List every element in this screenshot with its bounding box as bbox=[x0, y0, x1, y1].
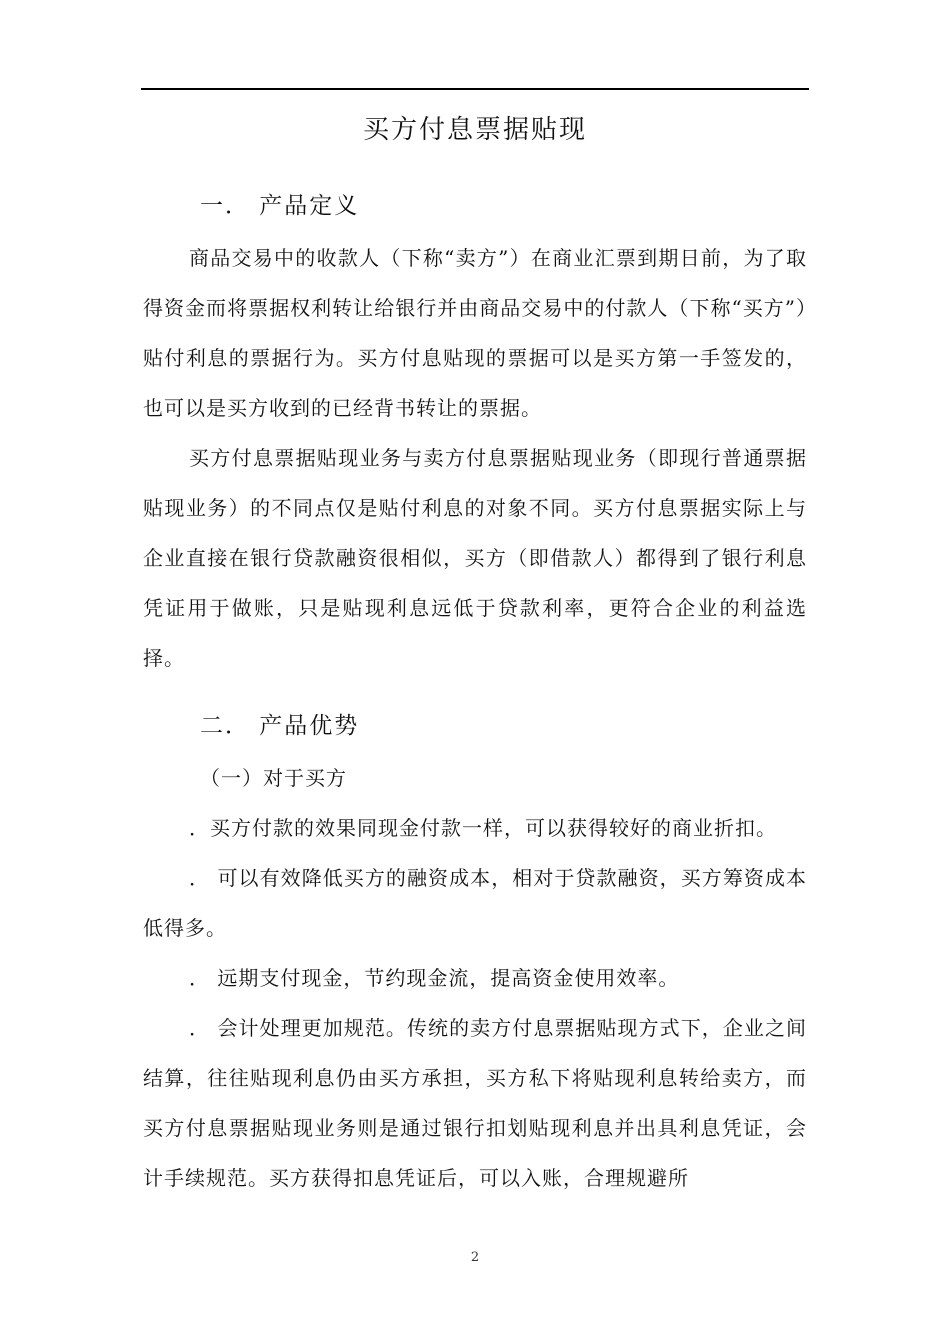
list-item: ． 会计处理更加规范。传统的卖方付息票据贴现方式下，企业之间结算，往往贴现利息仍由买方承担，买方私下将贴现利息转给卖方，而买方付息票据贴现业务则是通过银行扣划贴现利息并出具利息凭证，会计手续规范。买方获得扣息凭证后，可以入账，合理规避所 bbox=[143, 1016, 807, 1190]
list-item: ． 远期支付现金，节约现金流，提高资金使用效率。 bbox=[189, 966, 680, 990]
page-number: 2 bbox=[470, 1250, 480, 1265]
advantages-body bbox=[143, 803, 807, 1203]
subheading-buyer: （一）对于买方 bbox=[200, 766, 347, 790]
section-heading-advantages: 二． 产品优势 bbox=[200, 713, 360, 739]
list-item: ． 可以有效降低买方的融资成本，相对于贷款融资，买方筹资成本低得多。 bbox=[143, 866, 807, 940]
document-title: 买方付息票据贴现 bbox=[362, 115, 587, 145]
list-item: ．买方付款的效果同现金付款一样，可以获得较好的商业折扣。 bbox=[189, 816, 777, 840]
section-heading-definition: 一． 产品定义 bbox=[200, 193, 360, 219]
header-rule bbox=[141, 88, 809, 90]
definition-body bbox=[143, 233, 807, 683]
paragraph: 商品交易中的收款人（下称“卖方”）在商业汇票到期日前，为了取得资金而将票据权利转让给银行并由商品交易中的付款人（下称“买方”）贴付利息的票据行为。买方付息贴现的票据可以是买方第一手签发的，也可以是买方收到的已经背书转让的票据。 bbox=[143, 246, 807, 420]
paragraph: 买方付息票据贴现业务与卖方付息票据贴现业务（即现行普通票据贴现业务）的不同点仅是贴付利息的对象不同。买方付息票据实际上与企业直接在银行贷款融资很相似，买方（即借款人）都得到了银行利息凭证用于做账，只是贴现利息远低于贷款利率，更符合企业的利益选择。 bbox=[143, 446, 807, 670]
